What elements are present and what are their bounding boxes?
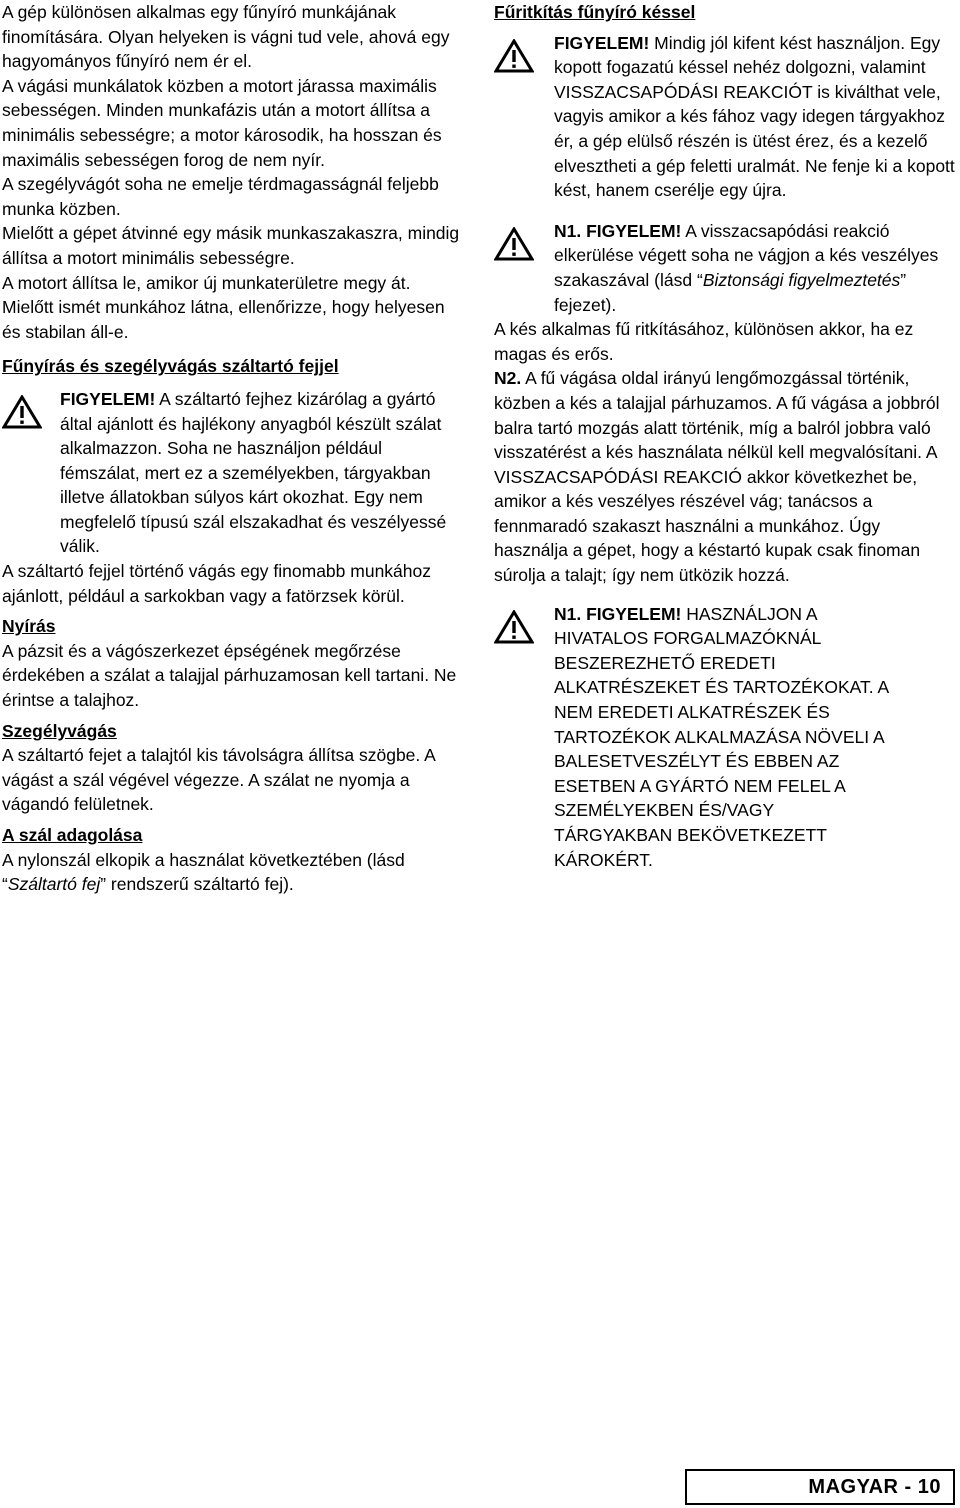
paragraph-text: A nylonszál elkopik a használat következtében (lásd “ [2,849,405,895]
reference-italic: Biztonsági figyelmeztetés [702,269,901,290]
warning-label: FIGYELEM! [554,32,650,53]
section-heading: Fűritkítás fűnyíró késsel [494,2,696,22]
paragraph: A száltartó fejet a talajtól kis távolságra állítsa szögbe. A vágást a szál végével végezze. A szálat ne nyomja a vágandó felületnek. [2,745,435,815]
warning-text [554,219,956,317]
warning-label: FIGYELEM! [60,388,156,409]
step-label: N2. [494,368,522,389]
warning-block [2,387,464,559]
reference-italic: Száltartó fej [7,874,101,895]
paragraph: Mielőtt a gépet átvinné egy másik munkaszakaszra, mindig állítsa a motort minimális sebességre. [2,223,460,268]
warning-text [554,31,956,203]
paragraph-text: ” rendszerű száltartó fej). [100,874,294,895]
warning-icon [2,387,60,429]
page-footer-language-page-number: MAGYAR - 10 [685,1469,955,1505]
warning-text [60,387,464,559]
warning-body: A visszacsapódási reakció elkerülése végett soha ne vágjon a kés veszélyes szakaszával (lásd “ [554,220,939,290]
paragraph: Mielőtt ismét munkához látna, ellenőrizze, hogy helyesen és stabilan áll-e. [2,297,445,342]
warning-icon [494,602,554,644]
warning-block [494,602,956,873]
warning-label: N1. FIGYELEM! [554,603,682,624]
paragraph: A motort állítsa le, amikor új munkaterületre megy át. [2,272,411,293]
section-heading: A szál adagolása [2,825,143,845]
warning-body: ” fejezet). [554,269,907,315]
paragraph [494,366,956,587]
paragraph: A száltartó fejjel történő vágás egy finomabb munkához ajánlott, például a sarkokban vagy a fatörzsek körül. [2,561,431,606]
warning-body: A száltartó fejhez kizárólag a gyártó által ajánlott és hajlékony anyagból készült szálat alkalmazzon. Soha ne használjon például fémszálat, mert ez a személyekben, tárgyakban illetve állatokban súlyos kárt okozhat. Egy nem megfelelő típusú szál elszakadhat és veszélyessé válik. [60,388,447,557]
right-column [494,0,956,872]
warning-icon [494,219,554,261]
paragraph [2,848,464,897]
section-heading: Fűnyírás és szegélyvágás száltartó fejjel [2,356,339,377]
warning-icon [494,31,554,73]
warning-block [494,31,956,203]
warning-text [554,602,956,873]
paragraph: A szegélyvágót soha ne emelje térdmagasságnál feljebb munka közben. [2,174,439,219]
section-heading: Nyírás [2,616,56,637]
paragraph: A vágási munkálatok közben a motort járassa maximális sebességen. Minden munkafázis után a motort állítsa a minimális sebességre; a motor károsodik, ha hosszan és maximális sebességen forog de nem nyír. [2,75,442,170]
warning-body: Mindig jól kifent kést használjon. Egy kopott fogazatú késsel nehéz dolgozni, valamint VISSZACSAPÓDÁSI REAKCIÓT is kiválthat vele, vagyis amikor a kés fához vagy idegen tárgyakhoz ér, a gép elülső részén is ütést érez, és a kezelő elvesztheti a gép feletti uralmát. Ne fenje ki a kopott kést, hanem cserélje egy újra. [554,32,955,201]
left-column [2,0,464,897]
paragraph-text: A fű vágása oldal irányú lengőmozgással történik, közben a kés a talajjal párhuzamos. A fű vágása a jobbról balra tartó mozgás alatt történik, míg a balról jobbra való visszatérést a kés használata nélkül kell megvalósítani. A VISSZACSAPÓDÁSI REAKCIÓ akkor következhet be, amikor a kés veszélyes részével vág; tanácsos a fennmaradó szakaszt használni a munkához. Úgy használja a gépet, hogy a késtartó kupak csak finoman súrolja a talajt; így nem ütközik hozzá. [494,368,940,586]
paragraph: A gép különösen alkalmas egy fűnyíró munkájának finomítására. Olyan helyeken is vágni tud vele, ahová egy hagyományos fűnyíró nem ér el. [2,2,450,72]
paragraph: A pázsit és a vágószerkezet épségének megőrzése érdekében a szálat a talajjal párhuzamosan kell tartani. Ne érintse a talajhoz. [2,640,457,711]
warning-block [494,219,956,317]
warning-body: HASZNÁLJON A HIVATALOS FORGALMAZÓKNÁL BESZEREZHETŐ EREDETI ALKATRÉSZEKET ÉS TARTOZÉKOKAT. A NEM EREDETI ALKATRÉSZEK ÉS TARTOZÉKOK ALKALMAZÁSA NÖVELI A BALESETVESZÉLYT ÉS EBBEN AZ ESETBEN A GYÁRTÓ NEM FELEL A SZEMÉLYEKBEN ÉS/VAGY TÁRGYAKBAN BEKÖVETKEZETT KÁROKÉRT. [554,603,889,870]
paragraph: A kés alkalmas fű ritkításához, különösen akkor, ha ez magas és erős. [494,319,914,364]
warning-label: N1. FIGYELEM! [554,220,682,241]
section-heading: Szegélyvágás [2,720,117,741]
